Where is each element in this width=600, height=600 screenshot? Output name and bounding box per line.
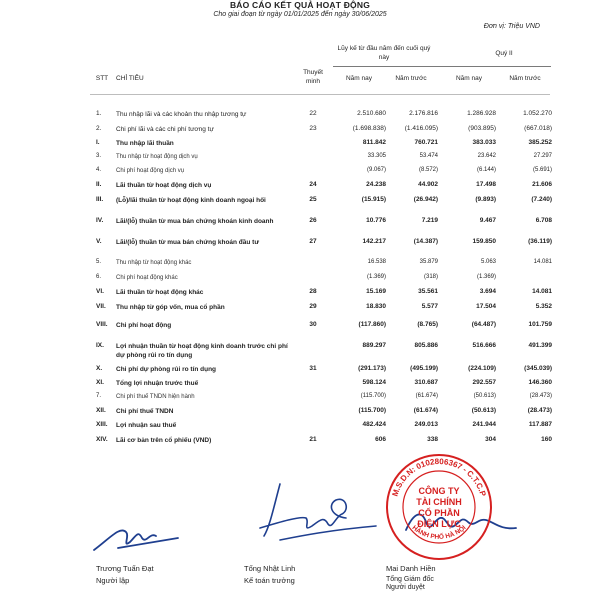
row-q2-last-year: 21.606	[532, 181, 552, 188]
chief-accountant-role: Kế toán trưởng	[244, 576, 295, 585]
stamp-outer-text: M.S.D.N: 0102806367 - C.T.C.P	[390, 456, 488, 498]
row-q2-this-year: (9.893)	[475, 196, 496, 203]
row-ytd-last-year: 5.577	[421, 303, 438, 310]
row-q2-last-year: (36.119)	[528, 238, 552, 245]
row-indicator: Chi phí hoạt động khác	[116, 275, 178, 281]
row-q2-this-year: 1.286.928	[467, 110, 496, 117]
row-ytd-last-year: 338	[427, 436, 438, 443]
row-indicator: Tổng lợi nhuận trước thuế	[116, 380, 199, 387]
row-q2-last-year: 5.352	[535, 303, 552, 310]
row-q2-last-year: (28.473)	[527, 407, 552, 414]
row-indicator: (Lỗ)/lãi thuần từ hoạt động kinh doanh ngoại hối	[116, 197, 266, 204]
row-ytd-last-year: 249.013	[414, 421, 438, 428]
report-unit: Đơn vị: Triệu VND	[483, 23, 540, 30]
row-stt: 7.	[96, 393, 102, 399]
stt-header: STT	[95, 75, 109, 82]
row-note: 23	[309, 125, 317, 132]
row-q2-last-year: 14.081	[533, 259, 552, 265]
row-indicator: Lãi thuần từ hoạt động dịch vụ	[116, 182, 212, 189]
row-ytd-this-year: 598.124	[362, 379, 386, 386]
signature-block-general-director	[386, 564, 436, 591]
row-ytd-this-year: (9.067)	[366, 167, 386, 173]
row-q2-last-year: (5.691)	[532, 167, 552, 173]
row-ytd-this-year: 889.297	[362, 342, 386, 349]
row-ytd-this-year: 18.830	[366, 303, 386, 310]
row-ytd-this-year: 482.424	[362, 421, 386, 428]
row-indicator: Lợi nhuận sau thuế	[116, 422, 177, 429]
row-ytd-this-year: 606	[375, 436, 386, 443]
header-divider	[333, 66, 551, 67]
report-period: Cho giai đoạn từ ngày 01/01/2025 đến ngày 30/06/2025	[213, 11, 387, 18]
row-note: 26	[309, 217, 317, 224]
row-stt: V.	[96, 238, 102, 245]
row-indicator: Lãi/(lỗ) thuần từ mua bán chứng khoán đầu tư	[116, 239, 260, 246]
row-indicator: Thu nhập từ góp vốn, mua cổ phần	[116, 304, 225, 311]
row-q2-this-year: (6.144)	[476, 167, 496, 173]
row-ytd-last-year: 35.879	[419, 259, 438, 265]
signature-block-preparer	[96, 564, 154, 585]
row-q2-this-year: 17.504	[476, 303, 496, 310]
row-q2-this-year: 3.694	[479, 288, 496, 295]
row-ytd-this-year: (1.369)	[366, 274, 386, 280]
stamp-line-3: CỔ PHẦN	[418, 508, 460, 518]
row-q2-this-year: 516.666	[472, 342, 496, 349]
general-director-extra: Người duyệt	[386, 584, 425, 591]
row-indicator: Thu nhập từ hoạt động khác	[116, 260, 192, 266]
row-ytd-last-year: 310.687	[414, 379, 438, 386]
row-q2-this-year: (1.369)	[476, 274, 496, 280]
row-q2-this-year: (903.895)	[468, 125, 496, 132]
row-q2-this-year: 292.557	[472, 379, 496, 386]
ytd-this-year-header: Năm nay	[345, 75, 372, 82]
row-q2-this-year: 5.063	[480, 259, 496, 265]
row-q2-last-year: 6.708	[535, 217, 552, 224]
row-q2-last-year: (28.473)	[529, 393, 552, 399]
row-q2-this-year: 159.850	[472, 238, 496, 245]
row-q2-last-year: 1.052.270	[523, 110, 552, 117]
row-indicator: Chi phí dự phòng rủi ro tín dụng	[116, 366, 217, 373]
row-ytd-this-year: (1.698.838)	[352, 125, 386, 132]
indicator-header: CHỈ TIÊU	[116, 75, 144, 82]
row-ytd-last-year: 44.902	[418, 181, 438, 188]
row-q2-last-year: 146.360	[528, 379, 552, 386]
row-stt: VI.	[96, 288, 104, 295]
ytd-last-year-header: Năm trước	[395, 75, 427, 82]
signature-block-chief-accountant	[244, 564, 295, 585]
row-note: 30	[309, 321, 317, 328]
row-stt: 1.	[96, 110, 102, 117]
row-ytd-last-year: 53.474	[419, 153, 438, 159]
row-ytd-last-year: 35.561	[418, 288, 438, 295]
row-note: 25	[309, 196, 317, 203]
row-note: 28	[309, 288, 317, 295]
row-note: 22	[309, 110, 317, 117]
row-indicator: Lãi/(lỗ) thuần từ mua bán chứng khoán kinh doanh	[116, 218, 274, 225]
row-stt: II.	[96, 181, 102, 188]
row-q2-this-year: (224.109)	[468, 365, 496, 372]
q2-last-year-header: Năm trước	[509, 75, 541, 82]
row-q2-last-year: 101.759	[528, 321, 552, 328]
row-stt: VII.	[96, 303, 106, 310]
row-ytd-last-year: (318)	[423, 274, 438, 280]
row-stt: IX.	[96, 342, 104, 349]
row-q2-last-year: (7.240)	[531, 196, 552, 203]
row-stt: I.	[96, 139, 100, 146]
row-indicator: Thu nhập lãi thuần	[116, 140, 174, 147]
row-stt: 3.	[96, 153, 102, 159]
header-bottom-rule	[90, 94, 550, 95]
row-stt: VIII.	[96, 321, 108, 328]
row-stt: 5.	[96, 259, 102, 265]
stamp-line-1: CÔNG TY	[418, 486, 460, 496]
general-director-name: Mai Danh Hiền	[386, 564, 436, 573]
q2-this-year-header: Năm nay	[455, 75, 482, 82]
row-ytd-this-year: (117.860)	[358, 321, 386, 328]
row-ytd-this-year: 15.169	[366, 288, 386, 295]
row-stt: 6.	[96, 274, 102, 280]
row-q2-last-year: 14.081	[532, 288, 552, 295]
row-ytd-last-year: (61.674)	[415, 393, 438, 399]
stamp-line-4: ĐIỆN LỰC	[417, 519, 461, 529]
row-q2-last-year: 385.252	[528, 139, 552, 146]
row-q2-last-year: 160	[541, 436, 552, 443]
row-q2-last-year: 27.297	[533, 153, 552, 159]
row-note: 27	[309, 238, 317, 245]
row-ytd-this-year: 24.238	[366, 181, 386, 188]
ytd-group-header: Lũy kế từ đầu năm đến cuối quý này	[337, 45, 431, 61]
row-q2-last-year: 491.399	[528, 342, 552, 349]
row-q2-this-year: 9.467	[479, 217, 496, 224]
row-ytd-this-year: 2.510.680	[357, 110, 386, 117]
row-stt: XII.	[96, 407, 106, 414]
general-director-role: Tổng Giám đốc	[386, 576, 434, 583]
row-indicator: Chi phí thuế TNDN hiện hành	[116, 394, 195, 400]
row-ytd-last-year: 805.886	[414, 342, 438, 349]
row-ytd-last-year: (1.416.095)	[404, 125, 438, 132]
row-ytd-this-year: (115.700)	[360, 393, 386, 399]
row-ytd-last-year: (8.765)	[417, 321, 438, 328]
row-q2-this-year: 17.498	[476, 181, 496, 188]
preparer-role: Người lập	[96, 576, 130, 585]
row-q2-this-year: (64.487)	[471, 321, 496, 328]
row-indicator: Chi phí hoạt động dịch vụ	[116, 168, 185, 174]
row-ytd-last-year: (26.942)	[413, 196, 438, 203]
row-indicator: Lãi thuần từ hoạt động khác	[116, 289, 204, 296]
row-indicator: Chi phí hoạt động	[116, 322, 172, 329]
row-stt: XIV.	[96, 436, 108, 443]
row-indicator: Thu nhập lãi và các khoản thu nhập tương tự	[116, 111, 247, 118]
row-note: 31	[309, 365, 317, 372]
row-ytd-this-year: (291.173)	[358, 365, 386, 372]
row-note: 21	[309, 436, 317, 443]
report-title: BÁO CÁO KẾT QUẢ HOẠT ĐỘNG	[229, 0, 371, 10]
stamp-line-2: TÀI CHÍNH	[416, 497, 462, 507]
row-ytd-last-year: 7.219	[421, 217, 438, 224]
row-ytd-this-year: 16.538	[367, 259, 386, 265]
company-stamp	[384, 452, 494, 562]
row-stt: XIII.	[96, 421, 108, 428]
preparer-name: Trương Tuấn Đạt	[96, 564, 154, 573]
row-ytd-last-year: (14.387)	[413, 238, 438, 245]
row-stt: III.	[96, 196, 104, 203]
row-note: 29	[309, 303, 317, 310]
chief-accountant-name: Tống Nhật Linh	[244, 564, 296, 573]
row-q2-last-year: (345.039)	[524, 365, 552, 372]
note-header: Thuyết minh	[303, 69, 323, 85]
row-ytd-this-year: 33.305	[367, 153, 386, 159]
row-stt: X.	[96, 365, 103, 372]
row-indicator: Chi phí thuế TNDN	[116, 408, 174, 415]
row-ytd-last-year: 2.176.816	[409, 110, 438, 117]
row-q2-last-year: (667.018)	[524, 125, 552, 132]
row-q2-this-year: 241.944	[472, 421, 496, 428]
row-ytd-last-year: (8.572)	[418, 167, 438, 173]
row-stt: 4.	[96, 167, 102, 173]
stamp-bottom-text: HÀNH PHỐ HÀ NỘI	[410, 524, 468, 541]
row-indicator: Lãi cơ bản trên cổ phiếu (VND)	[116, 437, 212, 444]
row-q2-this-year: 304	[485, 436, 496, 443]
row-ytd-this-year: 10.776	[366, 217, 386, 224]
row-q2-last-year: 117.887	[528, 421, 552, 428]
q2-group-header: Quý II	[495, 50, 513, 57]
row-ytd-last-year: (495.199)	[410, 365, 438, 372]
row-ytd-this-year: (15.915)	[361, 196, 386, 203]
row-stt: 2.	[96, 125, 102, 132]
row-ytd-this-year: 142.217	[362, 238, 386, 245]
row-indicator: Chi phí lãi và các chi phí tương tự	[116, 126, 214, 133]
row-indicator: Lợi nhuận thuần từ hoạt động kinh doanh trước chi phí dự phòng rủi ro tín dụng	[116, 343, 288, 359]
row-q2-this-year: (50.613)	[471, 407, 496, 414]
signature-preparer	[90, 508, 180, 558]
row-ytd-this-year: (115.700)	[358, 407, 386, 414]
row-stt: XI.	[96, 379, 104, 386]
signature-chief-accountant	[250, 476, 380, 556]
row-q2-this-year: 23.642	[477, 153, 496, 159]
row-q2-this-year: 383.033	[472, 139, 496, 146]
row-q2-this-year: (50.613)	[473, 393, 496, 399]
row-indicator: Thu nhập từ hoạt động dịch vụ	[116, 154, 198, 160]
row-ytd-last-year: (61.674)	[413, 407, 438, 414]
row-ytd-this-year: 811.842	[362, 139, 386, 146]
row-note: 24	[309, 181, 317, 188]
row-stt: IV.	[96, 217, 104, 224]
row-ytd-last-year: 760.721	[414, 139, 438, 146]
